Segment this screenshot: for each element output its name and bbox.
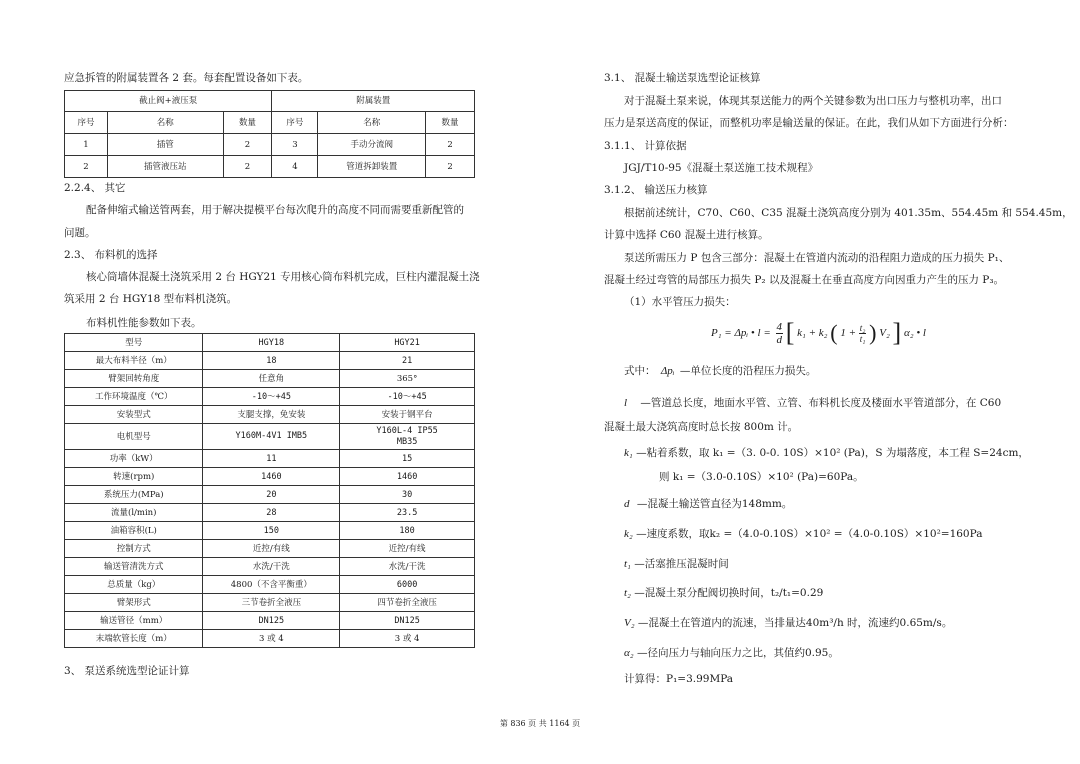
table-cell: 支腿支撑，免安装	[203, 406, 340, 424]
page-footer: 第 836 页 共 1164 页	[499, 719, 581, 728]
table-row	[65, 504, 475, 522]
table-row	[65, 134, 475, 156]
table-cell: 最大布料半径（m）	[65, 352, 203, 370]
table-cell: 3 或 4	[203, 630, 340, 648]
section-heading: 3.1.2、 输送压力核算	[604, 184, 708, 196]
table-row	[65, 630, 475, 648]
table-cell: 近控/有线	[203, 540, 340, 558]
table-cell: -10～+45	[340, 388, 475, 406]
table-cell: 3 或 4	[340, 630, 475, 648]
paragraph: 根据前述统计，C70、C60、C35 混凝土浇筑高度分别为 401.35m、554.45m 和 554.45m，	[624, 207, 1073, 219]
paragraph: 混凝土最大浇筑高度时总长按 800m 计。	[604, 421, 799, 433]
paragraph: 压力是泵送高度的保证，而整机功率是输送量的保证。在此，我们从如下方面进行分析：	[604, 117, 1014, 129]
table-cell: 150	[203, 522, 340, 540]
formula-v2: V₂	[879, 327, 890, 339]
table-group-header: 截止阀+液压泵	[65, 91, 272, 112]
table-header: HGY21	[340, 334, 475, 352]
table-cell: Y160M-4V1 IMB5	[203, 424, 340, 450]
table-cell: 1460	[340, 468, 475, 486]
table-cell: 末端软管长度（m）	[65, 630, 203, 648]
paragraph: 筑采用 2 台 HGY18 型布料机浇筑。	[64, 293, 238, 305]
table-cell: 总质量（kg）	[65, 576, 203, 594]
table-cell: 手动分流阀	[318, 134, 426, 156]
table-cell: 控制方式	[65, 540, 203, 558]
definition-k2: k₂ —速度系数，取k₂ =（4.0-0.10S）×10² =（4.0-0.10S）×10²=160Pa	[624, 528, 983, 540]
section-heading: 3.1.1、 计算依据	[604, 140, 687, 152]
table-row	[65, 522, 475, 540]
spreader-spec-table	[64, 333, 475, 648]
table-cell: 1	[65, 134, 108, 156]
table-cell: 2	[65, 156, 108, 178]
pressure-formula: P₁ = Δpᵢ • l = $\frac{4}{d}$ [ k₁ + k₂ ( 1 + $\frac{\text{t₂}}{\text{t₁}}$ ) V₂ ] α₂ • l	[711, 318, 926, 347]
table-row	[65, 576, 475, 594]
table-cell: 2	[426, 156, 475, 178]
table-row	[65, 468, 475, 486]
paragraph: 核心筒墙体混凝土浇筑采用 2 台 HGY21 专用核心筒布料机完成，巨柱内灌混凝土浇	[86, 271, 480, 283]
table-cell: 180	[340, 522, 475, 540]
table-row	[65, 352, 475, 370]
table-header: 型号	[65, 334, 203, 352]
table-cell: 插管	[107, 134, 223, 156]
formula-k-terms: k₁ + k₂	[797, 327, 828, 339]
definition-v2: V₂ —混凝土在管道内的流速，当排量达40m³/h 时，流速约0.65m/s。	[624, 617, 953, 629]
table-header: HGY18	[203, 334, 340, 352]
table-cell: 365°	[340, 370, 475, 388]
table-cell: 1460	[203, 468, 340, 486]
table-row	[65, 406, 475, 424]
formula-alpha: α₂ • l	[903, 327, 926, 339]
definition-t2: t₂ —混凝土泵分配阀切换时间，t₂/t₁=0.29	[624, 587, 824, 599]
table-cell: 2	[223, 134, 272, 156]
paragraph: 计算中选择 C60 混凝土进行核算。	[604, 229, 769, 241]
paragraph: 配备伸缩式输送管两套，用于解决提模平台每次爬升的高度不同而需要重新配管的	[86, 204, 464, 216]
table-cell: 流量(l/min)	[65, 504, 203, 522]
table-cell: 转速(rpm)	[65, 468, 203, 486]
table-cell: 15	[340, 450, 475, 468]
equipment-table	[64, 90, 475, 178]
paragraph: 问题。	[64, 227, 96, 239]
table-cell: 三节卷折全液压	[203, 594, 340, 612]
paragraph: 对于混凝土泵来说，体现其泵送能力的两个关键参数为出口压力与整机功率，出口	[624, 95, 1002, 107]
definition-k1: k₁ —粘着系数，取 k₁ =（3. 0-0. 10S）×10² (Pa)，S 为塌落度，本工程 S=24cm，	[624, 447, 1029, 459]
formula-t2: t₂	[859, 322, 866, 333]
formula-den: d	[776, 333, 782, 346]
table-header: 名称	[107, 112, 223, 134]
intro-line: 应急拆管的附属装置各 2 套。每套配置设备如下表。	[64, 72, 309, 84]
table-cell: 3	[272, 134, 318, 156]
paragraph: 则 k₁ =（3.0-0.10S）×10² (Pa)=60Pa。	[659, 471, 864, 483]
paragraph: JGJ/T10-95《混凝土泵送施工技术规程》	[624, 162, 819, 174]
table-cell: 近控/有线	[340, 540, 475, 558]
section-heading: 2.3、 布料机的选择	[64, 249, 158, 261]
section-heading: 2.2.4、 其它	[64, 182, 126, 194]
table-cell: 18	[203, 352, 340, 370]
definition-d: d —混凝土输送管直径为148mm。	[624, 498, 793, 510]
table-row	[65, 540, 475, 558]
formula-one: 1 +	[840, 327, 857, 339]
table-row	[65, 370, 475, 388]
table-cell: 工作环境温度（℃）	[65, 388, 203, 406]
table-cell: 四节卷折全液压	[340, 594, 475, 612]
definition-t1: t₁ —活塞推压混凝时间	[624, 558, 729, 570]
table-cell: 4800（不含平衡重）	[203, 576, 340, 594]
table-cell: -10～+45	[203, 388, 340, 406]
table-cell: DN125	[203, 612, 340, 630]
table-cell: 油箱容积(L)	[65, 522, 203, 540]
formula-t1: t₁	[859, 333, 866, 344]
definition-l: l —管道总长度，地面水平管、立管、布料机长度及楼面水平管道部分，在 C60	[624, 397, 1002, 409]
definition-alpha2: α₂ —径向压力与轴向压力之比，其值约0.95。	[624, 647, 839, 659]
table-cell: 2	[426, 134, 475, 156]
table-row	[65, 424, 475, 450]
table-row	[65, 558, 475, 576]
table-cell: 23.5	[340, 504, 475, 522]
table-header: 名称	[318, 112, 426, 134]
table-cell: Y160L-4 IP55 MB35	[340, 424, 475, 450]
table-cell: DN125	[340, 612, 475, 630]
table-row	[65, 486, 475, 504]
table-cell: 28	[203, 504, 340, 522]
section-heading: 3.1、 混凝土输送泵选型论证核算	[604, 72, 761, 84]
table-cell: 臂架回转角度	[65, 370, 203, 388]
section-heading: 3、 泵送系统选型论证计算	[64, 665, 190, 677]
paragraph: 混凝土经过弯管的局部压力损失 P₂ 以及混凝土在垂直高度方向因重力产生的压力 P₃。	[604, 274, 1005, 286]
table-cell: 11	[203, 450, 340, 468]
table-cell: 4	[272, 156, 318, 178]
paragraph: 布料机性能参数如下表。	[86, 317, 202, 329]
table-cell: 任意角	[203, 370, 340, 388]
table-group-header: 附属装置	[272, 91, 475, 112]
table-cell: 6000	[340, 576, 475, 594]
list-item: （1）水平管压力损失：	[624, 296, 736, 308]
table-cell: 输送管径（mm）	[65, 612, 203, 630]
formula-lhs: P₁ = Δpᵢ • l =	[711, 327, 771, 339]
table-cell: 电机型号	[65, 424, 203, 450]
paragraph: 泵送所需压力 P 包含三部分：混凝土在管道内流动的沿程阻力造成的压力损失 P₁、	[624, 252, 1010, 264]
formula-num: 4	[776, 320, 782, 333]
table-row	[65, 450, 475, 468]
table-cell: 系统压力(MPa)	[65, 486, 203, 504]
table-header: 数量	[426, 112, 475, 134]
table-cell: 管道拆卸装置	[318, 156, 426, 178]
table-cell: 水洗/干洗	[203, 558, 340, 576]
table-header: 序号	[65, 112, 108, 134]
table-cell: 30	[340, 486, 475, 504]
table-cell: 插管液压站	[107, 156, 223, 178]
table-row	[65, 156, 475, 178]
table-row	[65, 612, 475, 630]
definition-dp: 式中： Δpᵢ —单位长度的沿程压力损失。	[624, 365, 817, 377]
table-cell: 输送管清洗方式	[65, 558, 203, 576]
result-line: 计算得：P₁=3.99MPa	[624, 673, 734, 685]
table-cell: 21	[340, 352, 475, 370]
table-row	[65, 594, 475, 612]
table-row	[65, 388, 475, 406]
table-cell: 20	[203, 486, 340, 504]
table-cell: 2	[223, 156, 272, 178]
table-header: 序号	[272, 112, 318, 134]
table-header: 数量	[223, 112, 272, 134]
table-cell: 功率（kW）	[65, 450, 203, 468]
table-cell: 安装于钢平台	[340, 406, 475, 424]
table-cell: 臂架形式	[65, 594, 203, 612]
table-cell: 安装型式	[65, 406, 203, 424]
table-cell: 水洗/干洗	[340, 558, 475, 576]
